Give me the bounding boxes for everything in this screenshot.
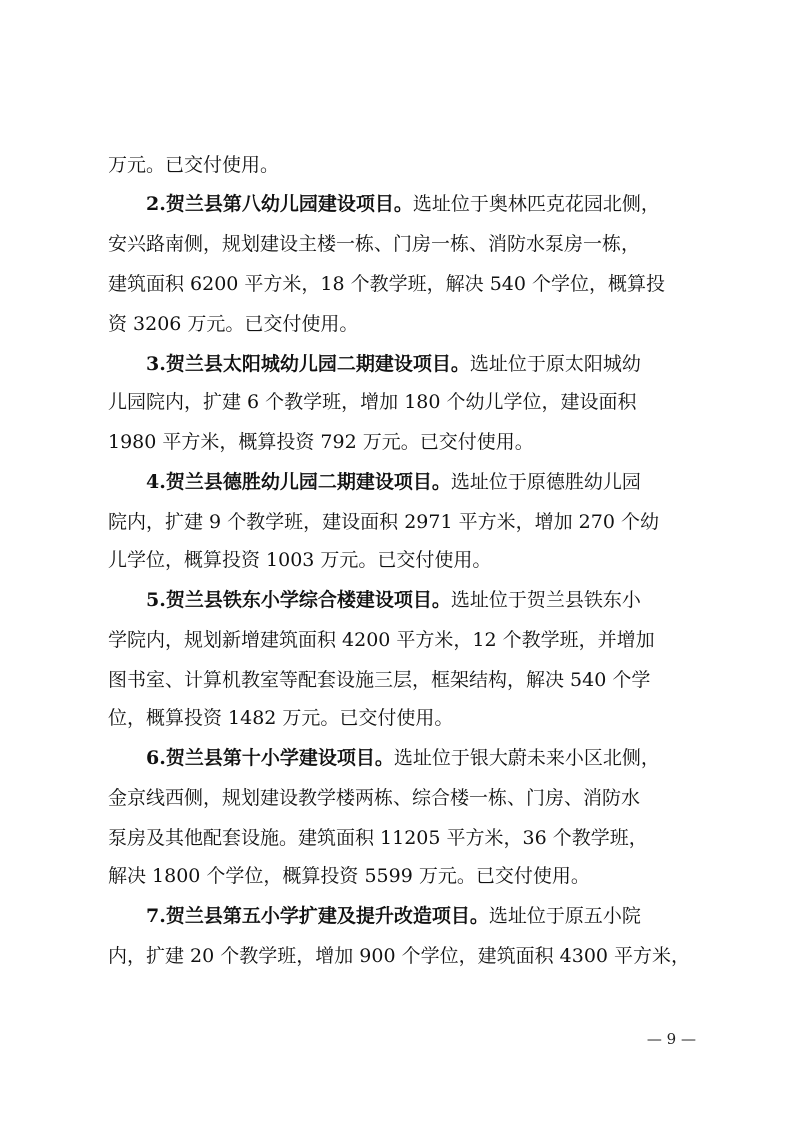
item-title: 3.贺兰县太阳城幼儿园二期建设项目。: [146, 353, 470, 375]
text-line: 万元。已交付使用。: [108, 154, 280, 176]
text-line: 资 3206 万元。已交付使用。: [108, 313, 359, 335]
text-line: 泵房及其他配套设施。建筑面积 11205 平方米，36 个教学班，: [108, 827, 648, 849]
text-line: 儿园院内，扩建 6 个教学班，增加 180 个幼儿学位，建设面积: [108, 391, 637, 413]
text-line: 安兴路南侧，规划建设主楼一栋、门房一栋、消防水泵房一栋，: [108, 233, 641, 255]
item-title: 2.贺兰县第八幼儿园建设项目。: [146, 193, 413, 215]
item-title: 4.贺兰县德胜幼儿园二期建设项目。: [146, 471, 451, 493]
item-heading-line: 4.贺兰县德胜幼儿园二期建设项目。选址位于原德胜幼儿园: [146, 471, 641, 493]
item-title: 5.贺兰县铁东小学综合楼建设项目。: [146, 589, 451, 611]
item-heading-line: 3.贺兰县太阳城幼儿园二期建设项目。选址位于原太阳城幼: [146, 353, 641, 375]
item-heading-line: 2.贺兰县第八幼儿园建设项目。选址位于奥林匹克花园北侧，: [146, 193, 660, 215]
item-heading-line: 6.贺兰县第十小学建设项目。选址位于银大蔚未来小区北侧，: [146, 747, 660, 769]
text-line: 建筑面积 6200 平方米，18 个教学班，解决 540 个学位，概算投: [108, 273, 665, 295]
text-line: 图书室、计算机教室等配套设施三层，框架结构，解决 540 个学: [108, 669, 651, 691]
text-line: 解决 1800 个学位，概算投资 5599 万元。已交付使用。: [108, 865, 590, 887]
item-title: 6.贺兰县第十小学建设项目。: [146, 747, 394, 769]
text-line: 1980 平方米，概算投资 792 万元。已交付使用。: [108, 431, 534, 453]
text-line: 院内，扩建 9 个教学班，建设面积 2971 平方米，增加 270 个幼: [108, 511, 659, 533]
item-heading-line: 7.贺兰县第五小学扩建及提升改造项目。选址位于原五小院: [146, 905, 641, 927]
text-line: 内，扩建 20 个教学班，增加 900 个学位，建筑面积 4300 平方米，: [108, 945, 691, 967]
page-number: — 9 —: [646, 1030, 696, 1048]
text-line: 儿学位，概算投资 1003 万元。已交付使用。: [108, 549, 492, 571]
text-line: 位，概算投资 1482 万元。已交付使用。: [108, 707, 454, 729]
item-title: 7.贺兰县第五小学扩建及提升改造项目。: [146, 905, 489, 927]
text-line: 学院内，规划新增建筑面积 4200 平方米，12 个教学班，并增加: [108, 629, 655, 651]
item-heading-line: 5.贺兰县铁东小学综合楼建设项目。选址位于贺兰县铁东小: [146, 589, 641, 611]
text-line: 金京线西侧，规划建设教学楼两栋、综合楼一栋、门房、消防水: [108, 787, 641, 809]
